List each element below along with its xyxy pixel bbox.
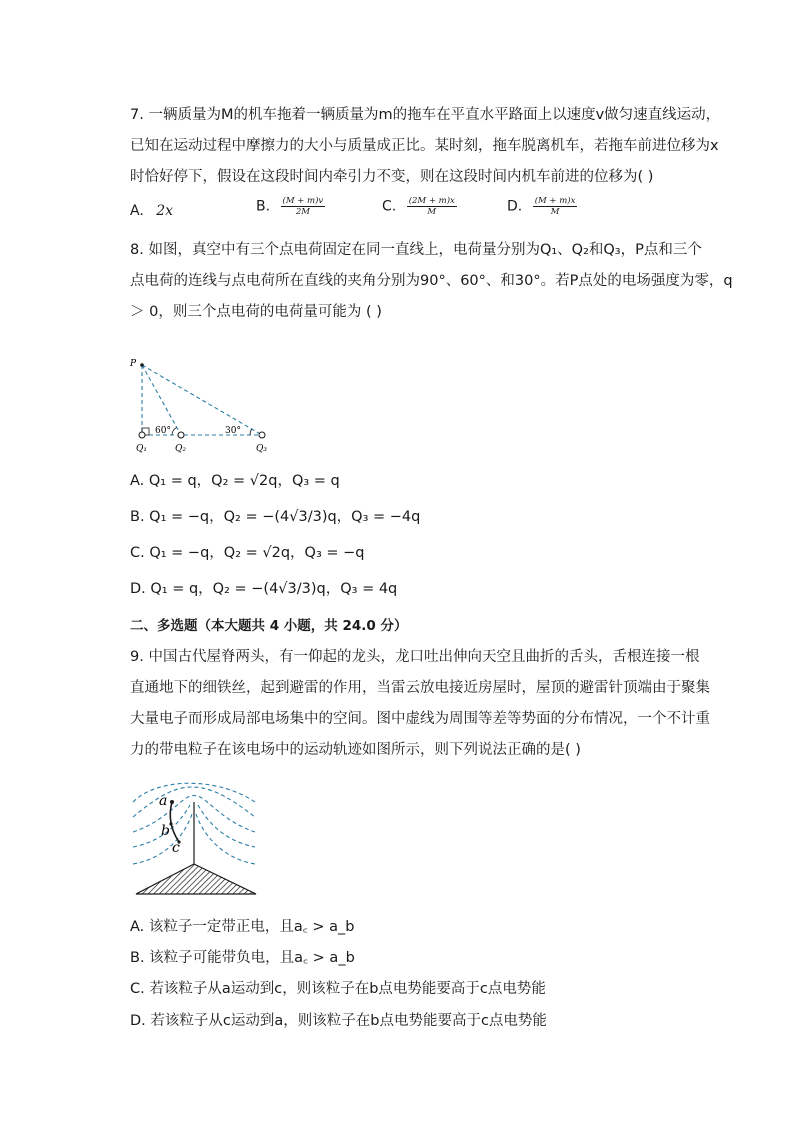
q7-option-c-label: C. <box>382 198 397 215</box>
q7-option-d-label: D. <box>507 198 523 215</box>
section-title: 二、多选题（本大题共 4 小题，共 24.0 分） <box>130 618 408 634</box>
q7-line-1: 7. 一辆质量为M的机车拖着一辆质量为m的拖车在平直水平路面上以速度v做匀速直线运动， <box>130 107 721 123</box>
q7-option-b-fraction <box>281 196 326 217</box>
q7-option-a-label: A. <box>130 203 144 219</box>
q7-option-c-fraction <box>407 196 457 217</box>
q7-option-b-numerator: (M + m)v <box>282 196 324 206</box>
q8-angle-60-arc <box>172 428 177 436</box>
q8-label-angle-60: 60° <box>155 426 171 436</box>
q9-label-b: b <box>161 823 170 839</box>
q9-option-d[interactable]: D. 若该粒子从c运动到a，则该粒子在b点电势能要高于c点电势能 <box>130 1013 547 1029</box>
q8-label-q1: Q₁ <box>136 444 147 454</box>
q7-line-3: 时恰好停下，假设在这段时间内牵引力不变，则在这段时间内机车前进的位移为( ) <box>130 169 654 185</box>
q9-line-2: 直通地下的细铁丝，起到避雷的作用，当雷云放电接近房屋时，屋顶的避雷针顶端由于聚集 <box>130 680 710 696</box>
q7-option-a-value: 2x <box>156 203 174 219</box>
q9-line-3: 大量电子而形成局部电场集中的空间。图中虚线为周围等差等势面的分布情况，一个不计重 <box>130 711 710 727</box>
q8-figure <box>125 355 285 455</box>
q8-angle-30-arc <box>250 429 252 435</box>
q7-option-b[interactable] <box>256 196 325 217</box>
q7-option-a[interactable] <box>130 203 173 219</box>
q8-line-2: 点电荷的连线与点电荷所在直线的夹角分别为90°、60°、和30°。若P点处的电场强度为零，q <box>130 273 733 289</box>
q9-roof <box>136 864 256 894</box>
q7-option-d[interactable] <box>507 196 577 217</box>
q8-line-1: 8. 如图，真空中有三个点电荷固定在同一直线上，电荷量分别为Q₁、Q₂和Q₃，P点和三个 <box>130 242 702 258</box>
q7-option-d-numerator: (M + m)x <box>534 196 576 206</box>
q8-charge-q1 <box>139 432 145 438</box>
q8-line-p-q3 <box>142 365 262 435</box>
q7-option-c-numerator: (2M + m)x <box>408 196 455 206</box>
q9-label-a: a <box>159 793 168 809</box>
q9-point-a <box>170 800 174 804</box>
q9-option-b[interactable]: B. 该粒子可能带负电，且a꜀ > a_b <box>130 950 355 966</box>
q8-option-c[interactable]: C. Q₁ = −q，Q₂ = √2q，Q₃ = −q <box>130 545 365 561</box>
q9-label-c: c <box>172 840 180 856</box>
q7-option-d-denominator: M <box>550 207 560 217</box>
q8-charge-q2 <box>178 432 184 438</box>
q7-option-b-label: B. <box>256 198 271 215</box>
q8-label-q3: Q₃ <box>256 444 267 454</box>
q8-line-p-q2 <box>142 365 181 435</box>
q8-line-3: ＞ 0，则三个点电荷的电荷量可能为 ( ) <box>130 304 382 320</box>
q8-point-p <box>140 363 144 367</box>
q7-option-c[interactable] <box>382 196 457 217</box>
q8-label-q2: Q₂ <box>175 444 186 454</box>
q9-option-a[interactable]: A. 该粒子一定带正电，且a꜀ > a_b <box>130 919 355 935</box>
q8-label-p: P <box>130 359 137 369</box>
q8-charge-q3 <box>259 432 265 438</box>
q7-option-d-fraction <box>533 196 578 217</box>
q9-figure <box>128 772 260 898</box>
q8-label-angle-30: 30° <box>225 426 241 436</box>
q9-line-1: 9. 中国古代屋脊两头，有一仰起的龙头，龙口吐出伸向天空且曲折的舌头，舌根连接一根 <box>130 649 700 665</box>
q7-option-c-denominator: M <box>427 207 437 217</box>
q7-option-b-denominator: 2M <box>295 207 310 217</box>
q9-option-c[interactable]: C. 若该粒子从a运动到c，则该粒子在b点电势能要高于c点电势能 <box>130 981 546 997</box>
q9-line-4: 力的带电粒子在该电场中的运动轨迹如图所示，则下列说法正确的是( ) <box>130 742 581 758</box>
q8-option-a[interactable]: A. Q₁ = q，Q₂ = √2q，Q₃ = q <box>130 473 340 489</box>
q8-option-b[interactable]: B. Q₁ = −q，Q₂ = −(4√3/3)q，Q₃ = −4q <box>130 509 421 525</box>
q9-equipotential-1 <box>133 783 255 802</box>
q7-line-2: 已知在运动过程中摩擦力的大小与质量成正比。某时刻，拖车脱离机车，若拖车前进位移为x <box>130 138 719 154</box>
q8-option-d[interactable]: D. Q₁ = q，Q₂ = −(4√3/3)q，Q₃ = 4q <box>130 581 398 597</box>
